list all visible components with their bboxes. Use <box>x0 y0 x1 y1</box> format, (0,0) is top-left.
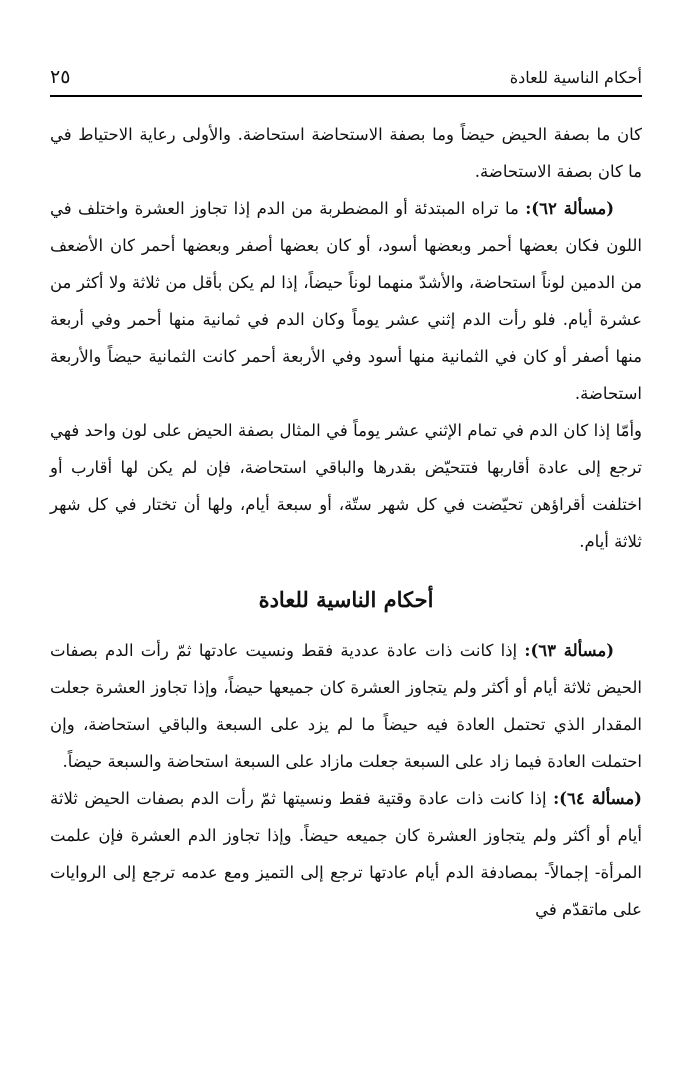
paragraph-issue-62 <box>50 190 642 412</box>
paragraph-text: إذا كانت ذات عادة عددية فقط ونسيت عادتها ثمّ رأت الدم بصفات الحيض ثلاثة أيام أو أكثر ولم يتجاوز العشرة كان جميعها حيضاً، وإذا تجاوز العشرة جعلت المقدار الذي تحتمل العادة فيه حيضاً ما لم يزد على السبعة والباقي استحاضة، وإن احتملت العادة فيما زاد على السبعة جعلت مازاد على السبعة استحاضة والسبعة حيضاً. <box>50 641 642 771</box>
issue-label: (مسألة ٦٣): <box>524 641 614 660</box>
issue-label: (مسألة ٦٢): <box>525 199 615 218</box>
paragraph-text: إذا كانت ذات عادة وقتية فقط ونسيتها ثمّ رأت الدم بصفات الحيض ثلاثة أيام أو أكثر ولم يتجاوز العشرة كان جميعه حيضاً. وإذا تجاوز الدم العشرة فإن علمت المرأة- إجمالاً- بمصادفة الدم أيام عادتها ترجع إلى التميز ومع عدمه ترجع إلى الروايات على ماتقدّم في <box>50 789 642 919</box>
page-header <box>50 60 642 94</box>
paragraph-text: كان ما بصفة الحيض حيضاً وما بصفة الاستحاضة استحاضة. والأولى رعاية الاحتياط في ما كان بصفة الاستحاضة. <box>50 125 642 181</box>
paragraph-issue-63 <box>50 632 642 780</box>
issue-label: (مسألة ٦٤): <box>553 789 642 808</box>
paragraph-text: وأمّا إذا كان الدم في تمام الإثني عشر يوماً في المثال بصفة الحيض على لون واحد فهي ترجع إلى عادة أقاربها فتتحيّض بقدرها والباقي استحاضة، فإن لم يكن لها أقارب أو اختلفت أقراؤهن تحيّضت في كل شهر ستّة، أو سبعة أيام، ولها أن تختار في كل شهر ثلاثة أيام. <box>50 421 642 551</box>
header-rule <box>50 95 642 97</box>
running-title: أحكام الناسية للعادة <box>509 67 642 87</box>
page-number: ٢٥ <box>50 66 71 88</box>
paragraph-issue-64 <box>50 780 642 928</box>
paragraph-continuation <box>50 116 642 190</box>
paragraph-issue-62-cont <box>50 412 642 560</box>
section-title: أحكام الناسية للعادة <box>258 587 434 612</box>
page-body <box>50 116 642 928</box>
paragraph-text: ما تراه المبتدئة أو المضطربة من الدم إذا تجاوز العشرة واختلف في اللون فكان بعضها أحمر وبعضها أسود، أو كان بعضها أصفر وبعضها أحمر كان الأضعف من الدمين لوناً استحاضة، والأشدّ منهما لوناً حيضاً، إذا لم يكن بأقل من ثلاثة ولا أكثر من عشرة أيام. فلو رأت الدم إثني عشر يوماً وكان الدم في ثمانية منها أحمر وفي أربعة منها أصفر أو كان في الثمانية منها أسود وفي الأربعة أحمر كانت الثمانية حيضاً والأربعة استحاضة. <box>50 199 642 403</box>
